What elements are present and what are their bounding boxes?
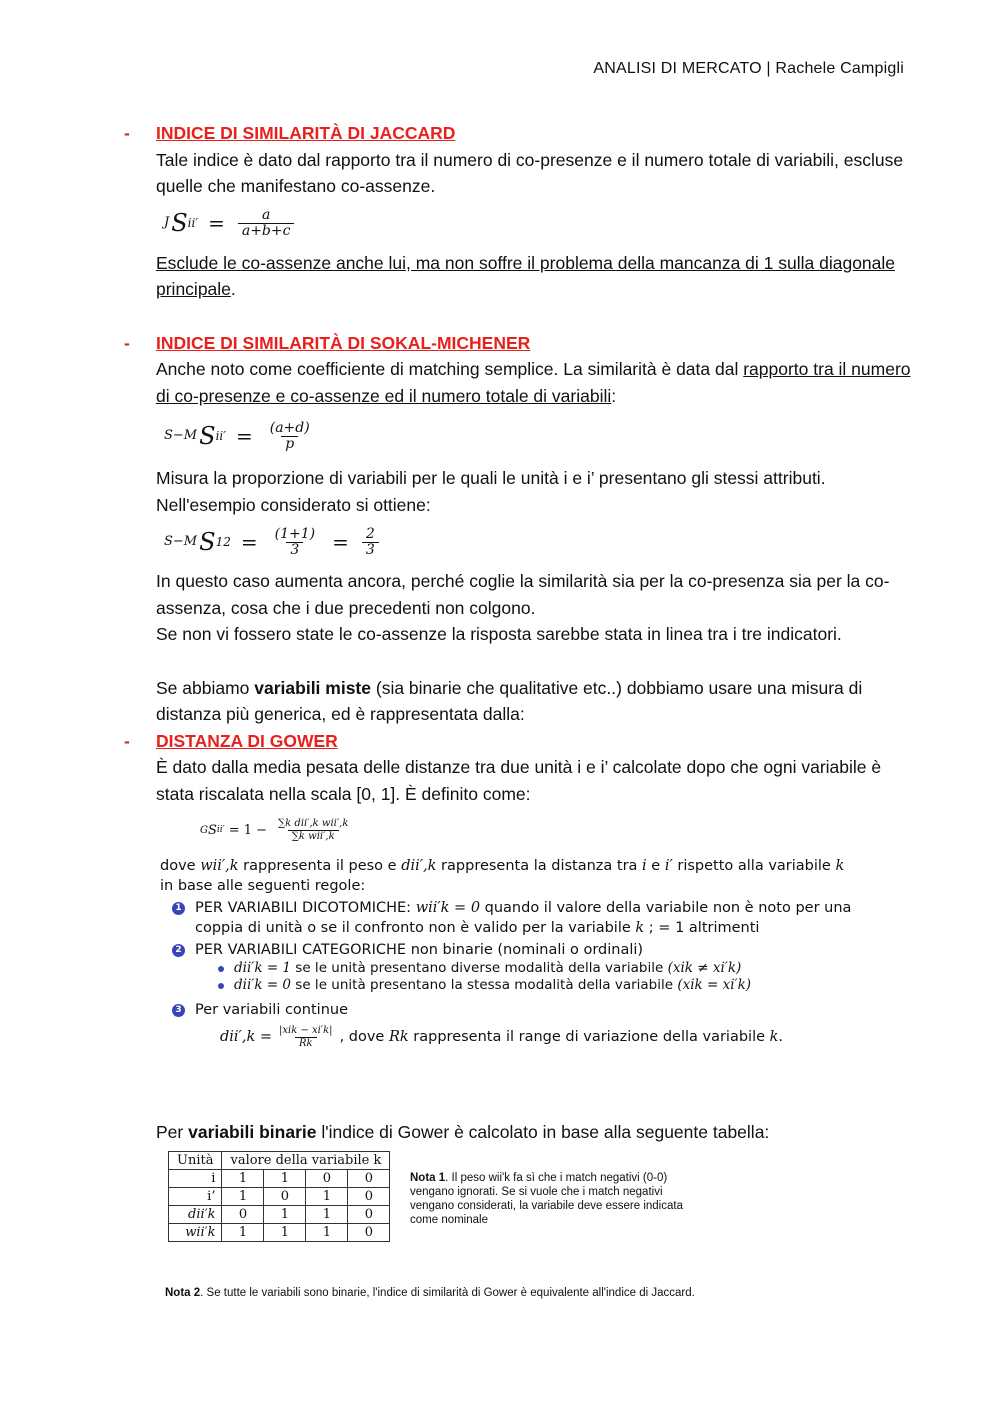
binary-text (156, 1119, 769, 1145)
table-cell: 0 (348, 1224, 390, 1242)
table-cell: 1 (264, 1224, 306, 1242)
bold-text: variabili binarie (188, 1122, 317, 1142)
table-cell: 1 (306, 1206, 348, 1224)
fraction-numerator: 2 (365, 525, 375, 542)
math: (xik = xi′k) (677, 977, 752, 993)
sokal-text-underlined: rapporto tra il numero di co-presenze e co-assenze ed il numero totale di variabili (156, 359, 911, 406)
rule-text: Per variabili continue (195, 1002, 349, 1018)
table-header-unit: Unità (169, 1152, 222, 1170)
gower-rule-1 (160, 898, 856, 938)
mixed-bold: variabili miste (254, 677, 371, 698)
sokal-text4: Se non vi fossero state le co-assenze la risposta sarebbe stata in linea tra i tre indicatori. (156, 624, 842, 644)
text: e (646, 858, 665, 874)
table-row (169, 1206, 390, 1224)
bullet-dot (218, 966, 224, 972)
text: se le unità presentano diverse modalità della variabile (291, 960, 668, 976)
text: rappresenta la distanza tra (436, 858, 643, 874)
table-cell: 0 (348, 1188, 390, 1206)
section-gower (124, 728, 916, 808)
formula-fraction (271, 527, 319, 558)
text: quando il valore della variabile non è noto per una coppia di unità o se il confronto non è valido per la variabile (195, 900, 852, 936)
unit-symbol: i (642, 858, 647, 874)
formula-subscript: 12 (215, 534, 231, 549)
gower-rule-2a (218, 960, 856, 977)
bullet-dash: - (124, 123, 130, 143)
sokal-text3: In questo caso aumenta ancora, perché coglie la similarità sia per la co-presenza sia per la co-assenza, cosa che i due precedenti non colgono. (156, 571, 890, 618)
equals-sign: = (332, 529, 349, 554)
equals-sign: = (208, 211, 225, 236)
formula-subscript: ii′ (215, 428, 226, 443)
variable-symbol: k (835, 858, 845, 874)
table-cell: 0 (222, 1206, 264, 1224)
table-cell: 1 (222, 1224, 264, 1242)
sokal-formula (164, 413, 916, 459)
table-cell: 0 (306, 1170, 348, 1188)
text: se le unità presentano la stessa modalità della variabile (291, 977, 678, 993)
nota-label: Nota 2 (165, 1287, 201, 1299)
nota-label: Nota 1 (410, 1172, 446, 1184)
table-cell: 0 (264, 1188, 306, 1206)
table-row (169, 1188, 390, 1206)
gower-text: È dato dalla media pesata delle distanze tra due unità i e i’ calcolate dopo che ogni variabile è stata riscalata nella scala [0, 1]. È definito come: (156, 757, 882, 804)
formula-fraction (238, 208, 295, 239)
math: k (635, 920, 645, 936)
bullet-dash: - (124, 332, 130, 353)
table-cell: 0 (348, 1170, 390, 1188)
gower-binary-table (168, 1151, 390, 1242)
text: rappresenta il range di variazione della variabile (413, 1029, 766, 1045)
distance-symbol: dii′,k (401, 858, 437, 874)
equals-sign: = (240, 529, 258, 554)
math: dii′k = 0 (234, 977, 292, 993)
jaccard-note-end: . (230, 279, 236, 299)
formula-symbol: S (208, 822, 217, 838)
formula-lhs: = 1 − (228, 822, 268, 838)
fraction-numerator: |xik − xi′k| (279, 1024, 333, 1036)
nota-text: . Se tutte le variabili sono binarie, l'indice di similarità di Gower è equivalente all'indice di Jaccard. (200, 1287, 695, 1299)
gower-title: DISTANZA DI GOWER (156, 730, 338, 751)
table-cell: 1 (222, 1170, 264, 1188)
page-header: ANALISI DI MERCATO | Rachele Campigli (593, 60, 904, 77)
weight-symbol: wii′,k (200, 858, 239, 874)
text: in base alle seguenti regole: (160, 878, 366, 894)
sokal-text2: Misura la proporzione di variabili per le quali le unità i e i’ presentano gli stessi attributi. Nell'esempio considerato si ottiene: (156, 468, 826, 515)
section-sokal-michener (124, 330, 916, 728)
formula-subscript: ii′ (187, 216, 199, 231)
table-cell: 1 (264, 1170, 306, 1188)
text: , dove (339, 1029, 385, 1045)
gower-rule-2b (218, 977, 856, 994)
text: dove (160, 858, 201, 874)
math: (xik ≠ xi′k) (667, 960, 742, 976)
formula-prefix: G (200, 824, 208, 836)
gower-figure (156, 812, 856, 1054)
fraction-denominator: p (281, 436, 298, 452)
rule-text: PER VARIABILI CATEGORICHE non binarie (nominali o ordinali) (195, 942, 644, 958)
row-label: i’ (169, 1188, 222, 1206)
table-row (169, 1170, 390, 1188)
text: rispetto alla variabile (672, 858, 836, 874)
table-cell: 1 (264, 1206, 306, 1224)
formula-symbol: S (199, 527, 216, 556)
table-cell: 1 (306, 1224, 348, 1242)
gower-formula (200, 812, 856, 848)
text: Per (156, 1122, 189, 1142)
text: rappresenta il peso e (238, 858, 402, 874)
text: ; = 1 altrimenti (644, 920, 760, 936)
table-cell: 1 (306, 1188, 348, 1206)
fraction-denominator: a+b+c (238, 223, 295, 239)
math: dii′,k = (220, 1029, 273, 1045)
gower-rule-3 (160, 1000, 856, 1020)
bullet-dash: - (124, 730, 130, 751)
fraction-numerator: (a+d) (269, 419, 310, 436)
mixed-variables-text (156, 675, 916, 728)
bullet-dot (218, 983, 224, 989)
text: l'indice di Gower è calcolato in base alla seguente tabella: (316, 1122, 770, 1142)
math: Rk (388, 1029, 409, 1045)
continuous-formula (220, 1020, 856, 1054)
math: k (769, 1029, 779, 1045)
sokal-text (156, 356, 916, 409)
fraction-denominator: Rk (295, 1037, 317, 1050)
sokal-title: INDICE DI SIMILARITÀ DI SOKAL-MICHENER (156, 332, 531, 353)
table-row (169, 1224, 390, 1242)
jaccard-note (156, 250, 916, 303)
sokal-text-post: : (611, 385, 617, 406)
gower-dove-text (160, 856, 856, 896)
nota-1 (410, 1171, 700, 1227)
formula-fraction (275, 1025, 337, 1050)
formula-prefix: S−M (164, 533, 198, 549)
table-cell: 1 (222, 1188, 264, 1206)
mixed-pre: Se abbiamo (156, 677, 255, 698)
formula-prefix: S−M (164, 427, 198, 443)
gower-rules (160, 856, 856, 1054)
numbered-bullet: 2 (172, 944, 185, 957)
nota-2 (165, 1286, 695, 1300)
formula-prefix: J (164, 215, 170, 231)
unit-symbol: i′ (664, 858, 673, 874)
formula-subscript: ii′ (216, 825, 225, 835)
jaccard-text: Tale indice è dato dal rapporto tra il numero di co-presenze e il numero totale di variabili, escluse quelle che manifestano co-assenze. (156, 149, 904, 196)
fraction-denominator: ∑k wii′,k (288, 830, 339, 843)
table-header-value: valore della variabile k (222, 1152, 390, 1170)
text: . (778, 1029, 784, 1045)
jaccard-formula (164, 204, 916, 244)
fraction-numerator: ∑k dii′,k wii′,k (278, 817, 349, 829)
math: wii′k = 0 (415, 900, 481, 916)
formula-symbol: S (199, 421, 216, 450)
formula-fraction-result (362, 527, 379, 558)
text: PER VARIABILI DICOTOMICHE: (195, 900, 416, 916)
row-label: i (169, 1170, 222, 1188)
fraction-denominator: 3 (286, 542, 303, 558)
section-jaccard (124, 120, 916, 303)
formula-fraction (274, 818, 352, 843)
fraction-numerator: a (261, 207, 271, 223)
sokal-example-formula (164, 522, 916, 562)
main-content (124, 120, 916, 807)
nota-text: . Il peso wii'k fa sì che i match negativi (0-0) vengano ignorati. Se si vuole che i match negativi vengano considerati, la variabile deve essere indicata come nominale (410, 1172, 683, 1226)
mixed-post: (sia binarie che qualitative etc..) dobbiamo usare una misura di distanza più generica, ed è rappresentata dalla: (156, 677, 863, 724)
formula-fraction (266, 421, 314, 452)
row-label: dii′k (169, 1206, 222, 1224)
numbered-bullet: 3 (172, 1004, 185, 1017)
equals-sign: = (235, 423, 253, 448)
jaccard-title: INDICE DI SIMILARITÀ DI JACCARD (156, 123, 456, 143)
formula-symbol: S (171, 209, 188, 238)
sokal-text-pre: Anche noto come coefficiente di matching semplice. La similarità è data dal (156, 359, 744, 379)
table-cell: 0 (348, 1206, 390, 1224)
gower-rule-2 (160, 940, 856, 960)
fraction-numerator: (1+1) (274, 525, 316, 542)
fraction-denominator: 3 (362, 542, 379, 558)
row-label: wii′k (169, 1224, 222, 1242)
numbered-bullet: 1 (172, 902, 185, 915)
math: dii′k = 1 (234, 960, 292, 976)
jaccard-note-underlined: Esclude le co-assenze anche lui, ma non soffre il problema della mancanza di 1 sulla diagonale principale (156, 252, 896, 299)
